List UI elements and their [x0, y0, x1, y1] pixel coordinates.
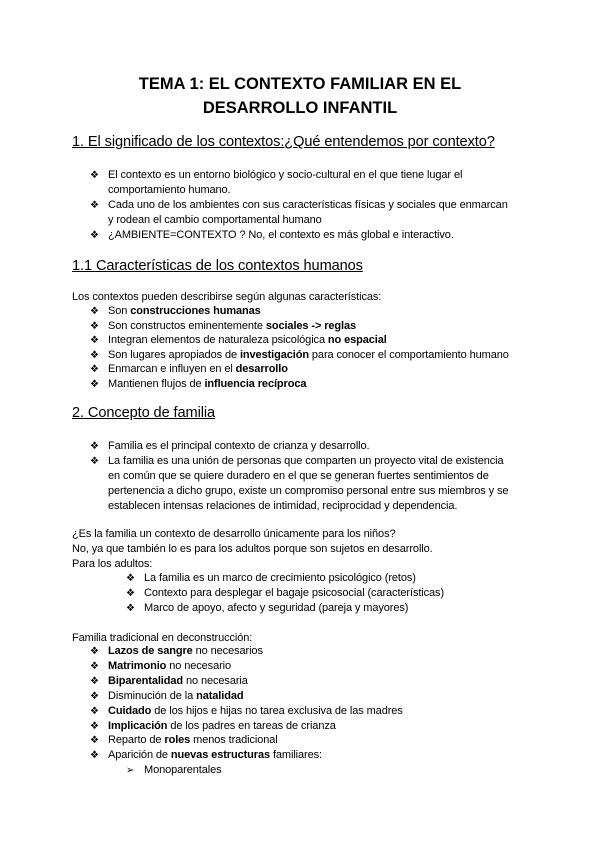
diamond-bullet-icon: ❖ [126, 603, 135, 614]
adults-label: Para los adultos: [72, 558, 153, 570]
list-item: ❖ Mantienen flujos de influencia recíproca [90, 378, 307, 390]
diamond-bullet-icon: ❖ [90, 705, 99, 717]
list-item: ❖ Implicación de los padres en tareas de crianza [90, 719, 336, 732]
list-item: ❖ Cada uno de los ambientes con sus características físicas y sociales que enmarcan y rodean el cambio comportamental humano [90, 199, 508, 226]
diamond-bullet-icon: ❖ [90, 320, 99, 332]
traditional-label: Familia tradicional en deconstrucción: [72, 632, 253, 644]
arrow-bullet-icon: ➢ [126, 765, 135, 776]
diamond-bullet-icon: ❖ [90, 735, 99, 747]
diamond-bullet-icon: ❖ [126, 588, 135, 599]
diamond-bullet-icon: ❖ [90, 441, 99, 452]
diamond-bullet-icon: ❖ [90, 230, 99, 241]
list-item: ❖ Cuidado de los hijos e hijas no tarea exclusiva de las madres [90, 704, 403, 717]
list-item: ❖ La familia es un marco de crecimiento psicológico (retos) [126, 572, 416, 584]
family-answer: No, ya que también lo es para los adultos porque son sujetos en desarrollo. [72, 543, 433, 555]
section2-heading: 2. Concepto de familia [72, 405, 216, 421]
page-title [60, 72, 540, 120]
list-item: ❖ ¿AMBIENTE=CONTEXTO ? No, el contexto es más global e interactivo. [90, 229, 454, 241]
diamond-bullet-icon: ❖ [90, 364, 99, 376]
diamond-bullet-icon: ❖ [90, 306, 99, 317]
list-item: ❖ Disminución de la natalidad [90, 689, 244, 702]
list-item: ❖ Familia es el principal contexto de crianza y desarrollo. [90, 440, 370, 452]
list-item: ❖ La familia es una unión de personas que comparten un proyecto vital de existencia en común que se quiere duradero en el que se generan fuertes sentimientos de pertenencia a dicho grupo, existe un compromiso personal entre sus miembros y se establecen intensas relaciones de intimidad, reciprocidad y dependencia. [90, 455, 509, 512]
diamond-bullet-icon: ❖ [90, 335, 99, 347]
page-title-line2: DESARROLLO INFANTIL [202, 99, 398, 117]
list-item: ❖ Son lugares apropiados de investigación para conocer el comportamiento humano [90, 348, 509, 361]
diamond-bullet-icon: ❖ [90, 170, 99, 181]
list-item: ➢ Monoparentales [126, 764, 222, 776]
list-item: ❖ Son construcciones humanas [90, 305, 261, 317]
diamond-bullet-icon: ❖ [90, 456, 99, 467]
list-item: ❖ Biparentalidad no necesaria [90, 674, 248, 687]
diamond-bullet-icon: ❖ [90, 379, 99, 390]
list-item: ❖ Aparición de nuevas estructuras familiares: [90, 749, 322, 762]
page-title-line1: TEMA 1: EL CONTEXTO FAMILIAR EN EL [138, 75, 462, 93]
diamond-bullet-icon: ❖ [90, 720, 99, 732]
diamond-bullet-icon: ❖ [90, 690, 99, 702]
list-item: ❖ El contexto es un entorno biológico y socio-cultural en el que tiene lugar el comportamiento humano. [90, 169, 463, 196]
list-item: ❖ Son constructos eminentemente sociales -> reglas [90, 319, 357, 332]
section1-heading: 1. El significado de los contextos:¿Qué entendemos por contexto? [72, 134, 495, 150]
diamond-bullet-icon: ❖ [90, 675, 99, 687]
diamond-bullet-icon: ❖ [90, 750, 99, 762]
list-item: ❖ Enmarcan e influyen en el desarrollo [90, 363, 288, 376]
section11-heading: 1.1 Características de los contextos humanos [72, 258, 363, 274]
list-item: ❖ Contexto para desplegar el bagaje psicosocial (características) [126, 587, 445, 599]
diamond-bullet-icon: ❖ [90, 646, 99, 657]
list-item: ❖ Reparto de roles menos tradicional [90, 734, 278, 747]
diamond-bullet-icon: ❖ [126, 573, 135, 584]
list-item: ❖ Matrimonio no necesario [90, 659, 232, 672]
list-item: ❖ Marco de apoyo, afecto y seguridad (pareja y mayores) [126, 602, 409, 614]
section11-intro: Los contextos pueden describirse según algunas características: [72, 291, 382, 303]
list-item: ❖ Lazos de sangre no necesarios [90, 645, 263, 657]
diamond-bullet-icon: ❖ [90, 200, 99, 211]
family-question: ¿Es la familia un contexto de desarrollo únicamente para los niños? [72, 528, 396, 540]
diamond-bullet-icon: ❖ [90, 660, 99, 672]
list-item: ❖ Integran elementos de naturaleza psicológica no espacial [90, 334, 387, 347]
diamond-bullet-icon: ❖ [90, 349, 99, 361]
